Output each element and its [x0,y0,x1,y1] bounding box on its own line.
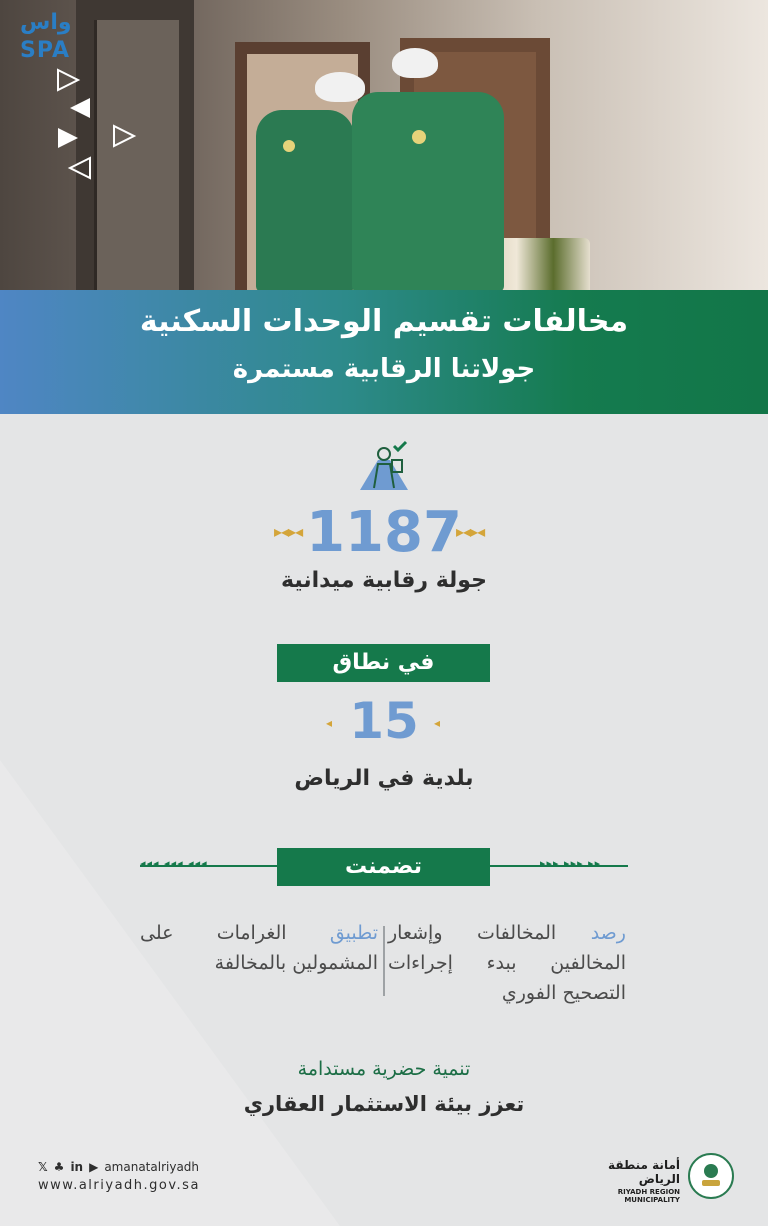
fines-text: الغرامات على المشمولين بالمخالفة [140,922,378,974]
subtitle: جولاتنا الرقابية مستمرة [232,354,536,384]
arrow-left-icon: ◂ [326,716,332,730]
cap [392,48,438,78]
spa-logo: واس SPA [20,10,72,63]
monitoring-highlight: رصد [590,922,626,944]
background-shape [0,760,340,1226]
municipality-name [570,1158,680,1204]
fines-column [140,918,378,978]
rounds-label: جولة رقابية ميدانية [281,568,487,593]
column-divider [383,926,385,996]
tagline-line2: تعزز بيئة الاستثمار العقاري [243,1092,525,1116]
monitoring-column [388,918,626,1008]
decor-right-icon: ▸◂▸◂ [456,522,485,541]
linkedin-icon[interactable]: in [70,1160,84,1174]
includes-heading: تضمنت [277,848,490,886]
shirt-logo [283,140,295,152]
spa-triangles-icon [54,66,144,186]
municipality-name-ar: أمانة منطقة الرياض [608,1158,680,1186]
decor-left-icon: ▸◂▸◂ [274,522,303,541]
fines-highlight: تطبيق [329,922,378,944]
inspector-icon [356,440,414,492]
social-handle[interactable]: amanatalriyadh [104,1160,200,1174]
cap [315,72,365,102]
monitoring-text: المخالفات وإشعار المخالفين ببدء إجراءات التصحيح الفوري [388,922,626,1004]
snapchat-icon[interactable]: ♣ [53,1160,65,1174]
arrows-right-icon: ▸▸▸ ▸▸▸ ▸▸ [540,857,602,870]
municipality-emblem-icon [688,1153,734,1199]
x-icon[interactable]: 𝕏 [38,1160,48,1174]
rounds-count: 1187 [306,500,462,565]
website-link[interactable]: www.alriyadh.gov.sa [38,1178,200,1193]
social-links [38,1160,199,1174]
inspector-person [352,92,504,292]
title-banner [0,290,768,414]
tagline-line1: تنمية حضرية مستدامة [297,1058,471,1080]
header-photo [0,0,768,292]
scope-heading: في نطاق [277,644,490,682]
shirt-logo [412,130,426,144]
municipalities-count: 15 [349,692,419,750]
arrow-right-icon: ◂ [434,716,440,730]
arrows-left-icon: ◂◂◂ ◂◂◂ ◂◂◂ [140,857,208,870]
main-title: مخالفات تقسيم الوحدات السكنية [139,304,629,339]
municipality-name-en: RIYADH REGION MUNICIPALITY [617,1188,680,1204]
inspector-person [256,110,354,292]
youtube-icon[interactable]: ▶ [89,1160,99,1174]
municipalities-label: بلدية في الرياض [294,766,474,791]
